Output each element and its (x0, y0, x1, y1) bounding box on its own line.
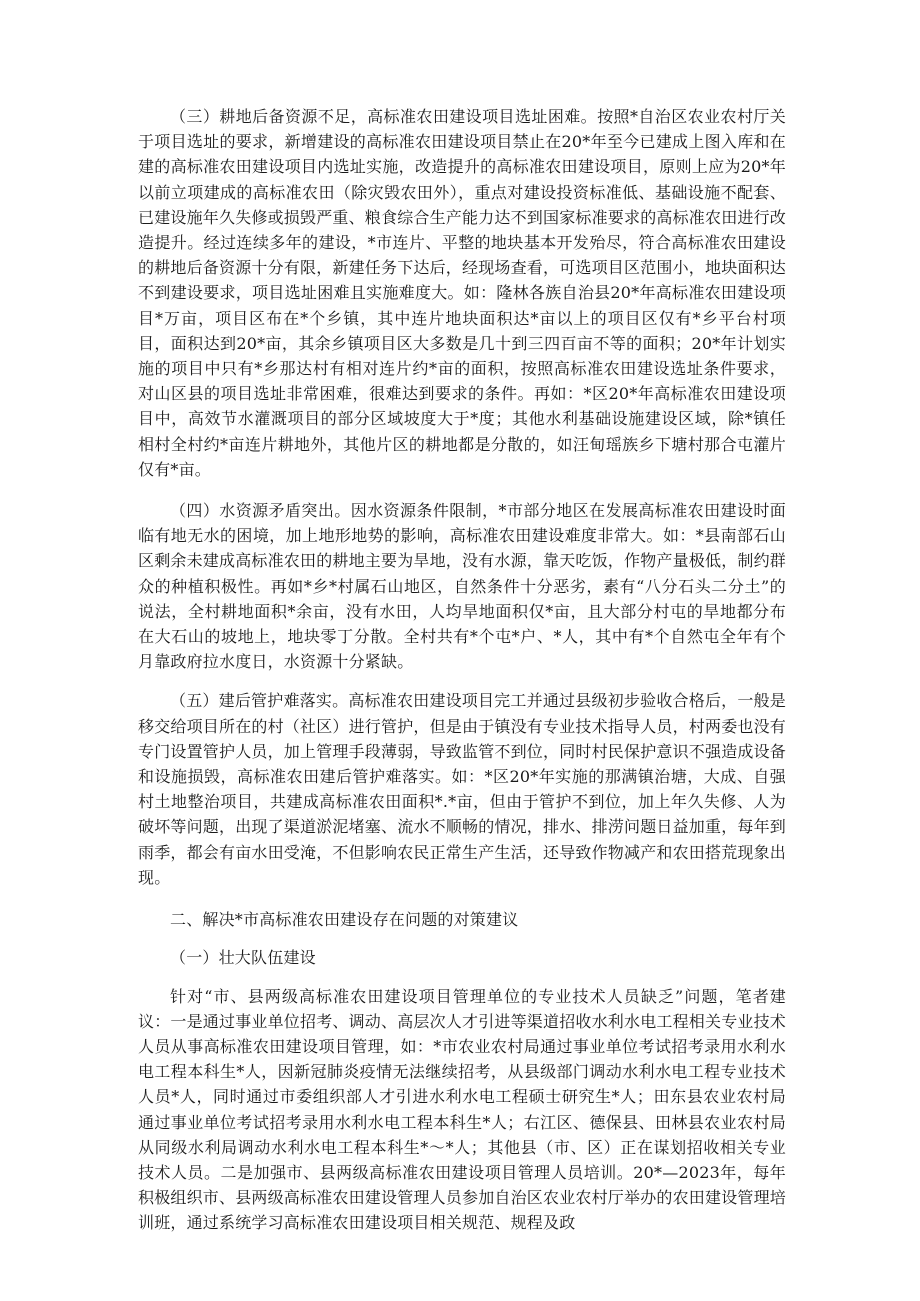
document-page (138, 104, 786, 1236)
paragraph-section-2-1: 针对“市、县两级高标准农田建设项目管理单位的专业技术人员缺乏”问题，笔者建议：一是通过事业单位招考、调动、高层次人才引进等渠道招收水利水电工程相关专业技术人员从事高标准农田建设项目管理，如：*市农业农村局通过事业单位考试招考录用水利水电工程本科生*人，因新冠肺炎疫情无法继续招考，从县级部门调动水利水电工程专业技术人员*人，同时通过市委组织部人才引进水利水电工程硕士研究生*人；田东县农业农村局通过事业单位考试招考录用水利水电工程本科生*人；右江区、德保县、田林县农业农村局从同级水利局调动水利水电工程本科生*〜*人；其他县（市、区）正在谋划招收相关专业技术人员。二是加强市、县两级高标准农田建设项目管理人员培训。20*—2023年，每年积极组织市、县两级高标准农田建设管理人员参加自治区农业农村厅举办的农田建设管理培训班，通过系统学习高标准农田建设项目相关规范、规程及政 (138, 986, 787, 1233)
paragraph-section-4: （四）水资源矛盾突出。因水资源条件限制，*市部分地区在发展高标准农田建设时面临有地无水的困境，加上地形地势的影响，高标准农田建设难度非常大。如：*县南部石山区剩余未建成高标准农田的耕地主要为旱地，没有水源，靠天吃饭，作物产量极低，制约群众的种植积极性。再如*乡*村属石山地区，自然条件十分恶劣，素有“八分石头二分土”的说法，全村耕地面积*余亩，没有水田，人均旱地面积仅*亩，且大部分村屯的旱地都分布在大石山的坡地上，地块零丁分散。全村共有*个屯*户、*人，其中有*个自然屯全年有个月靠政府拉水度日，水资源十分紧缺。 (138, 501, 787, 672)
paragraph-section-3: （三）耕地后备资源不足，高标准农田建设项目选址困难。按照*自治区农业农村厅关于项目选址的要求，新增建设的高标准农田建设项目禁止在20*年至今已建成上图入库和在建的高标准农田建设项目内选址实施，改造提升的高标准农田建设项目，原则上应为20*年以前立项建成的高标准农田（除灾毁农田外），重点对建设投资标准低、基础设施不配套、已建设施年久失修或损毁严重、粮食综合生产能力达不到国家标准要求的高标准农田进行改造提升。经过连续多年的建设，*市连片、平整的地块基本开发殆尽，符合高标准农田建设的耕地后备资源十分有限，新建任务下达后，经现场查看，可选项目区范围小，地块面积达不到建设要求，项目选址困难且实施难度大。如：隆林各族自治县20*年高标准农田建设项目*万亩，项目区布在*个乡镇，其中连片地块面积达*亩以上的项目区仅有*乡平台村项目，面积达到20*亩，其余乡镇项目区大多数是几十到三四百亩不等的面积；20*年计划实施的项目中只有*乡那达村有相对连片约*亩的面积，按照高标准农田建设选址条件要求，对山区县的项目选址非常困难，很难达到要求的条件。再如：*区20*年高标准农田建设项目中，高效节水灌溉项目的部分区域坡度大于*度；其他水利基础设施建设区域，除*镇任相村全村约*亩连片耕地外，其他片区的耕地都是分散的，如汪甸瑶族乡下塘村那合屯灌片仅有*亩。 (138, 107, 787, 479)
section-heading-2: 二、解决*市高标准农田建设存在问题的对策建议 (170, 910, 519, 930)
paragraph-section-5: （五）建后管护难落实。高标准农田建设项目完工并通过县级初步验收合格后，一般是移交给项目所在的村（社区）进行管护，但是由于镇没有专业技术指导人员，村两委也没有专门设置管护人员，加上管理手段薄弱，导致监管不到位，同时村民保护意识不强造成设备和设施损毁，高标准农田建后管护难落实。如：*区20*年实施的那满镇治塘，大成、自强村土地整治项目，共建成高标准农田面积*.*亩，但由于管护不到位，加上年久失修、人为破坏等问题，出现了渠道淤泥堵塞、流水不顺畅的情况，排水、排涝问题日益加重，每年到雨季，都会有亩水田受淹，不但影响农民正常生产生活，还导致作物减产和农田搭荒现象出现。 (138, 691, 787, 887)
subsection-heading-2-1: （一）壮大队伍建设 (170, 948, 316, 968)
